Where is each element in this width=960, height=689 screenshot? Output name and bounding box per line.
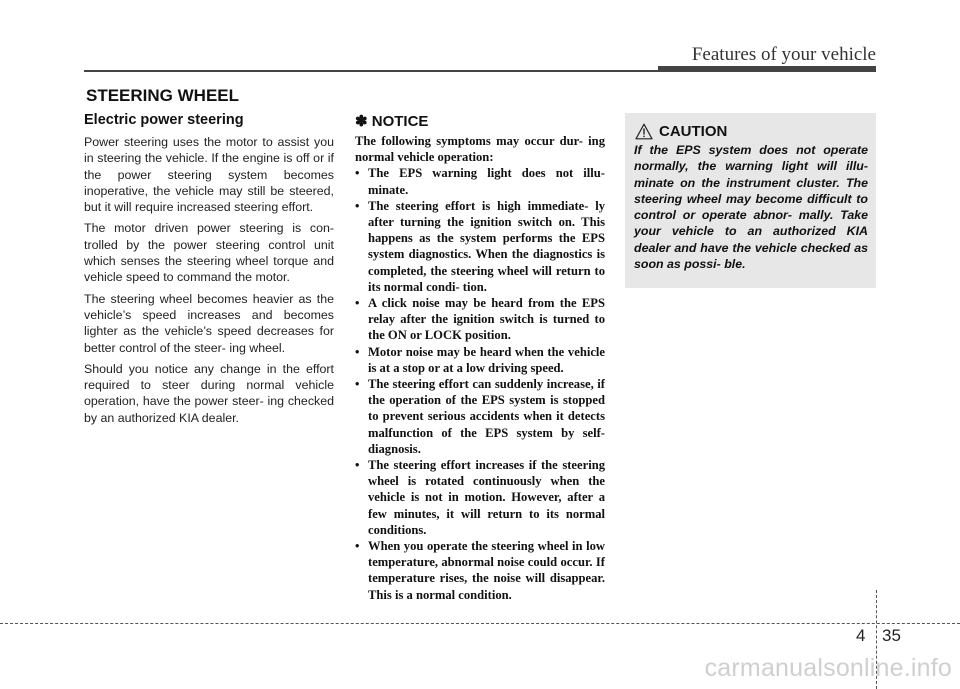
bullet: • (355, 458, 360, 473)
header-rule-accent (658, 66, 876, 72)
watermark: carmanualsonline.info (704, 654, 952, 682)
electric-power-steering-column (84, 112, 334, 431)
notice-column (355, 112, 605, 603)
notice-item-text: The steering effort is high immediate- ly after turning the ignition switch on. This happens as the system performs the EPS system diagnostics. When the diagnostics is completed, the steering wheel will return to its normal condi- tion. (368, 198, 605, 294)
notice-item-text: The steering effort can suddenly increase, if the operation of the EPS system is stopped to prevent serious accidents when it detects malfunction of the EPS system by self-diagnosis. (368, 377, 605, 456)
bullet: • (355, 344, 360, 359)
caution-header (635, 123, 727, 140)
notice-item (355, 376, 605, 457)
running-header-title: Features of your vehicle (691, 44, 876, 65)
notice-item-text: The EPS warning light does not illu- minate. (368, 166, 605, 197)
bullet: • (355, 377, 360, 392)
body-paragraph: Power steering uses the motor to assist you in steering the vehicle. If the engine is off or if the power steering system becomes inoperative, the vehicle may still be steered, but it will require increased steering effort. (84, 135, 334, 215)
body-paragraph: Should you notice any change in the effort required to steer during normal vehicle operation, have the power steer- ing checked by an authorized KIA dealer. (84, 361, 334, 425)
notice-list (355, 165, 605, 602)
notice-item-text: Motor noise may be heard when the vehicle is at a stop or at a low driving speed. (368, 344, 605, 375)
notice-intro: The following symptoms may occur dur- ing normal vehicle operation: (355, 134, 605, 165)
bullet: • (355, 296, 360, 311)
caution-text: If the EPS system does not operate normally, the warning light will illu- minate on the instrument cluster. The steering wheel may become difficult to control or operate abnor- mally. Take your vehicle to an authorized KIA dealer and have the vehicle checked as soon as possi- ble. (634, 143, 868, 272)
bullet: • (355, 198, 360, 213)
page-number: 35 (882, 626, 901, 645)
body-paragraph: The steering wheel becomes heavier as the vehicle’s speed increases and becomes lighter as the vehicle’s speed decreases for better control of the steer- ing wheel. (84, 291, 334, 355)
notice-item-text: A click noise may be heard from the EPS relay after the ignition switch is turned to the ON or LOCK position. (368, 296, 605, 343)
section-title: STEERING WHEEL (86, 86, 240, 105)
notice-item (355, 457, 605, 538)
subsection-heading: Electric power steering (84, 112, 244, 128)
notice-item (355, 165, 605, 197)
warning-triangle-icon (635, 123, 653, 140)
chapter-number: 4 (856, 626, 866, 645)
notice-item-text: The steering effort increases if the steering wheel is rotated continuously when the vehicle is not in motion. However, after a few minutes, it will return to its normal conditions. (368, 458, 605, 537)
bullet: • (355, 166, 360, 181)
notice-item-text: When you operate the steering wheel in low temperature, abnormal noise could occur. If temperature rises, the noise will disappear. This is a normal condition. (368, 539, 605, 602)
notice-item (355, 295, 605, 344)
notice-title: ✽ NOTICE (355, 113, 429, 130)
caution-box (625, 113, 876, 288)
bullet: • (355, 539, 360, 554)
footer-rule (0, 623, 960, 624)
caution-title: CAUTION (659, 123, 728, 140)
notice-item (355, 344, 605, 376)
body-paragraph: The motor driven power steering is con- trolled by the power steering control unit which senses the steering wheel torque and vehicle speed to command the motor. (84, 221, 334, 285)
notice-item (355, 538, 605, 603)
notice-item (355, 198, 605, 295)
